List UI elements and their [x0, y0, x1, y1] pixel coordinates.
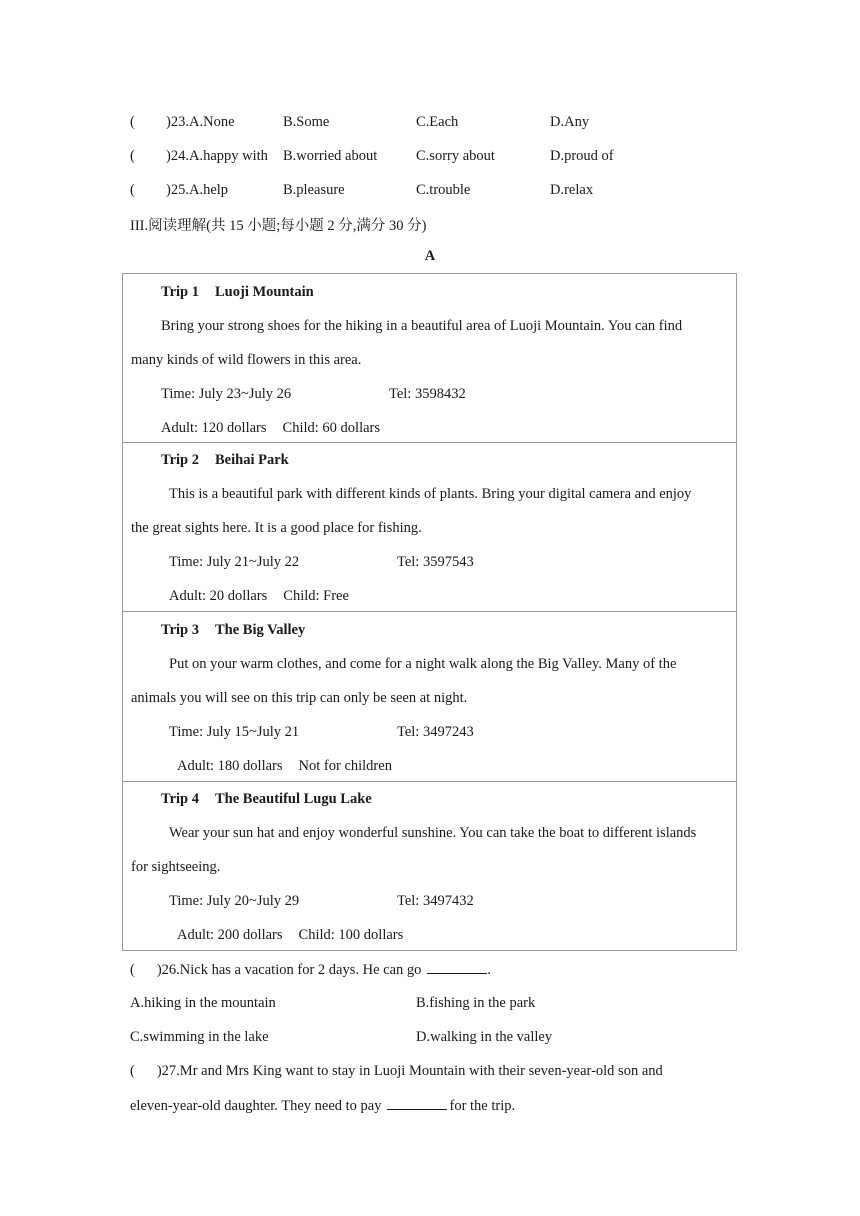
adult-price: Adult: 20 dollars	[169, 588, 268, 604]
trip-title	[161, 791, 372, 808]
option-c: C.Each	[416, 114, 459, 130]
trip-name: The Big Valley	[215, 622, 306, 638]
option-c: C.sorry about	[416, 148, 495, 164]
trip-price	[161, 420, 380, 437]
child-price: Not for children	[298, 758, 392, 774]
question-number: )25.	[166, 182, 189, 198]
child-price: Child: 60 dollars	[282, 420, 381, 436]
question-number: )23.	[166, 114, 189, 130]
trip-description-line2: for sightseeing.	[131, 859, 221, 875]
trip-name: Luoji Mountain	[215, 284, 314, 300]
question-text: eleven-year-old daughter. They need to pay	[130, 1098, 382, 1114]
option-b: B.worried about	[283, 148, 378, 164]
answer-paren: (	[130, 1063, 135, 1079]
trip-price	[177, 927, 403, 944]
question-26-option-d: D.walking in the valley	[416, 1029, 553, 1045]
trip-description-line1: This is a beautiful park with different kinds of plants. Bring your digital camera and enjoy	[169, 486, 692, 502]
option-b: B.pleasure	[283, 182, 345, 198]
trip-tel: Tel: 3597543	[397, 554, 474, 570]
trip-title	[161, 452, 289, 469]
option-a: A.happy with	[189, 148, 268, 164]
option-d: D.relax	[550, 182, 594, 198]
section-title: III.阅读理解(共 15 小题;每小题 2 分,满分 30 分)	[130, 218, 427, 234]
trip-tel: Tel: 3497243	[397, 724, 474, 740]
question-26-option-b: B.fishing in the park	[416, 995, 536, 1011]
trip-title	[161, 622, 305, 639]
trip-description-line2: animals you will see on this trip can only be seen at night.	[131, 690, 468, 706]
question-26-option-a: A.hiking in the mountain	[130, 995, 276, 1011]
trip-label: Trip 4	[161, 791, 199, 807]
trip-label: Trip 3	[161, 622, 199, 638]
answer-paren: (	[130, 962, 135, 978]
answer-blank[interactable]	[387, 1097, 447, 1110]
option-a: A.None	[189, 114, 235, 130]
child-price: Child: Free	[283, 588, 349, 604]
question-text-end: for the trip.	[449, 1098, 516, 1114]
answer-blank[interactable]	[427, 961, 487, 974]
trip-label: Trip 2	[161, 452, 199, 468]
question-26-option-c: C.swimming in the lake	[130, 1029, 269, 1045]
trip-tel: Tel: 3497432	[397, 893, 474, 909]
trip-time: Time: July 23~July 26	[161, 386, 292, 402]
adult-price: Adult: 200 dollars	[177, 927, 283, 943]
option-d: D.proud of	[550, 148, 614, 164]
trip-time: Time: July 20~July 29	[169, 893, 300, 909]
trip-description-line1: Wear your sun hat and enjoy wonderful sunshine. You can take the boat to different islands	[169, 825, 697, 841]
trip-price	[169, 588, 349, 605]
trip-4-box	[122, 782, 737, 951]
answer-paren: (	[130, 182, 135, 198]
option-b: B.Some	[283, 114, 330, 130]
trip-label: Trip 1	[161, 284, 199, 300]
adult-price: Adult: 120 dollars	[161, 420, 267, 436]
trip-description-line2: many kinds of wild flowers in this area.	[131, 352, 362, 368]
passage-label: A	[424, 248, 436, 264]
question-number: )24.	[166, 148, 189, 164]
child-price: Child: 100 dollars	[298, 927, 404, 943]
trip-description-line1: Bring your strong shoes for the hiking in a beautiful area of Luoji Mountain. You can find	[161, 318, 683, 334]
trip-description-line2: the great sights here. It is a good place for fishing.	[131, 520, 422, 536]
trip-name: Beihai Park	[215, 452, 289, 468]
trip-tel: Tel: 3598432	[389, 386, 466, 402]
option-d: D.Any	[550, 114, 590, 130]
trip-name: The Beautiful Lugu Lake	[215, 791, 372, 807]
trip-description-line1: Put on your warm clothes, and come for a night walk along the Big Valley. Many of the	[169, 656, 677, 672]
option-a: A.help	[189, 182, 229, 198]
answer-paren: (	[130, 114, 135, 130]
answer-paren: (	[130, 148, 135, 164]
adult-price: Adult: 180 dollars	[177, 758, 283, 774]
question-text: )27.Mr and Mrs King want to stay in Luoji Mountain with their seven-year-old son and	[156, 1063, 663, 1079]
option-c: C.trouble	[416, 182, 471, 198]
question-26-stem	[130, 961, 491, 979]
question-27-line2	[130, 1097, 515, 1115]
question-text: )26.Nick has a vacation for 2 days. He can go	[156, 962, 422, 978]
question-end: .	[487, 962, 492, 978]
trip-2-box	[122, 443, 737, 612]
trip-price	[177, 758, 392, 775]
question-27-stem	[130, 1063, 663, 1080]
trip-time: Time: July 15~July 21	[169, 724, 300, 740]
trip-title	[161, 284, 314, 301]
trip-1-box	[122, 273, 737, 443]
trip-time: Time: July 21~July 22	[169, 554, 300, 570]
trip-3-box	[122, 612, 737, 782]
